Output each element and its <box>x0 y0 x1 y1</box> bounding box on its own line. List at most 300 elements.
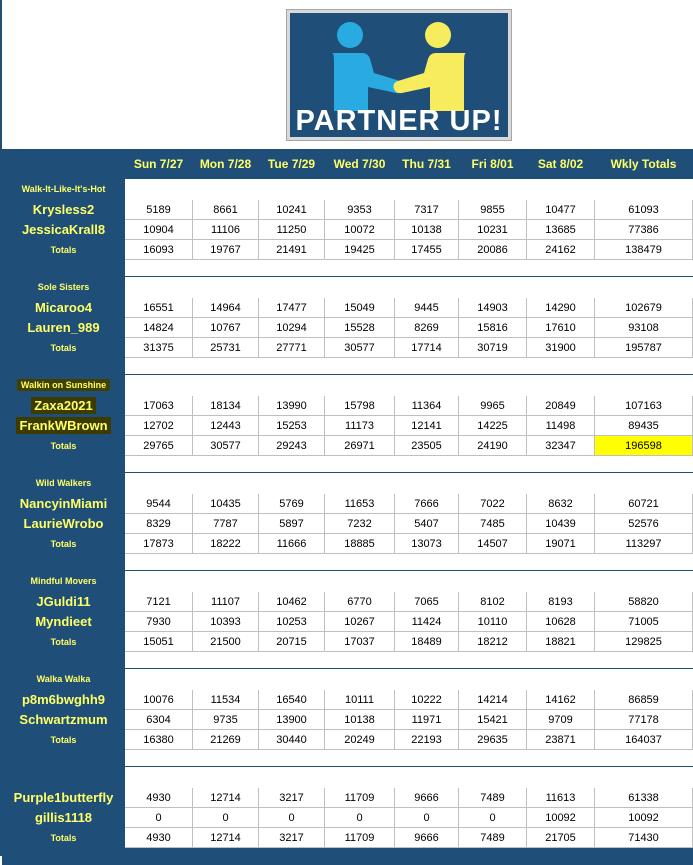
totals-label: Totals <box>3 338 125 358</box>
weekly-total-cell: 86859 <box>595 690 693 710</box>
step-cell: 13990 <box>259 396 325 416</box>
spacer-row <box>3 848 693 865</box>
step-cell: 10110 <box>459 612 527 632</box>
totals-label: Totals <box>3 240 125 260</box>
step-cell: 8193 <box>527 592 595 612</box>
walker-row <box>3 690 693 710</box>
step-cell: 17063 <box>125 396 193 416</box>
walker-name: NancyinMiami <box>3 494 125 514</box>
team-day-total: 17873 <box>125 534 193 554</box>
walker-name-highlight: Zaxa2021 <box>31 397 96 414</box>
weekly-total-cell: 107163 <box>595 396 693 416</box>
step-cell: 8661 <box>193 200 259 220</box>
blank-cell <box>125 571 193 592</box>
weekly-total-cell: 71005 <box>595 612 693 632</box>
team-name: Sole Sisters <box>3 277 125 298</box>
walker-name: Krysless2 <box>3 200 125 220</box>
walker-name: Schwartzmum <box>3 710 125 730</box>
blank-cell <box>595 277 693 298</box>
header-day: Tue 7/29 <box>259 150 325 179</box>
blank-cell <box>459 571 527 592</box>
step-cell: 9445 <box>395 298 459 318</box>
step-cell: 10138 <box>325 710 395 730</box>
spacer-cell <box>259 358 325 375</box>
header-day: Sun 7/27 <box>125 150 193 179</box>
team-day-total: 21491 <box>259 240 325 260</box>
spacer-cell <box>395 456 459 473</box>
spacer-cell <box>595 652 693 669</box>
spacer-cell <box>395 652 459 669</box>
header-row <box>3 150 693 179</box>
blank-cell <box>395 669 459 690</box>
team-weekly-total: 113297 <box>595 534 693 554</box>
step-cell: 10393 <box>193 612 259 632</box>
spacer-cell <box>459 554 527 571</box>
totals-row <box>3 240 693 260</box>
walker-name <box>3 396 125 416</box>
team-day-total: 11666 <box>259 534 325 554</box>
weekly-total-cell: 10092 <box>595 808 693 828</box>
spacer-cell <box>259 652 325 669</box>
spacer-cell <box>325 456 395 473</box>
step-count-table <box>2 149 693 865</box>
walker-row <box>3 416 693 436</box>
step-cell: 16551 <box>125 298 193 318</box>
step-cell: 0 <box>395 808 459 828</box>
blank-cell <box>325 179 395 200</box>
spacer-cell <box>527 456 595 473</box>
blank-cell <box>325 473 395 494</box>
step-cell: 11173 <box>325 416 395 436</box>
team-name: Walka Walka <box>3 669 125 690</box>
spacer-cell <box>395 260 459 277</box>
step-cell: 0 <box>193 808 259 828</box>
spacer-cell <box>125 358 193 375</box>
weekly-total-cell: 102679 <box>595 298 693 318</box>
blank-cell <box>125 669 193 690</box>
step-cell: 12141 <box>395 416 459 436</box>
spacer-row <box>3 358 693 375</box>
blank-cell <box>395 179 459 200</box>
team-day-total: 16380 <box>125 730 193 750</box>
spacer-cell <box>125 260 193 277</box>
totals-label: Totals <box>3 632 125 652</box>
step-cell: 6304 <box>125 710 193 730</box>
blank-cell <box>325 571 395 592</box>
step-cell: 4930 <box>125 788 193 808</box>
spacer-cell <box>595 456 693 473</box>
spacer-cell <box>193 554 259 571</box>
spacer-row <box>3 652 693 669</box>
blank-cell <box>325 767 395 788</box>
step-cell: 12443 <box>193 416 259 436</box>
blank-cell <box>193 571 259 592</box>
step-cell: 10072 <box>325 220 395 240</box>
blank-cell <box>395 767 459 788</box>
spacer-cell <box>459 652 527 669</box>
spacer-cell <box>325 848 395 865</box>
team-day-total: 20715 <box>259 632 325 652</box>
step-cell: 15253 <box>259 416 325 436</box>
step-cell: 7930 <box>125 612 193 632</box>
team-day-total: 12714 <box>193 828 259 848</box>
walker-name <box>3 416 125 436</box>
weekly-total-cell: 89435 <box>595 416 693 436</box>
step-cell: 10267 <box>325 612 395 632</box>
partner-up-logo <box>287 10 511 140</box>
blank-cell <box>595 473 693 494</box>
step-cell: 10222 <box>395 690 459 710</box>
blank-cell <box>259 179 325 200</box>
blank-cell <box>193 669 259 690</box>
spacer-cell <box>193 750 259 767</box>
spacer-cell <box>595 848 693 865</box>
walker-row <box>3 788 693 808</box>
step-cell: 10294 <box>259 318 325 338</box>
step-cell: 11971 <box>395 710 459 730</box>
walker-name: p8m6bwghh9 <box>3 690 125 710</box>
step-cell: 11364 <box>395 396 459 416</box>
header-day: Sat 8/02 <box>527 150 595 179</box>
team-day-total: 31375 <box>125 338 193 358</box>
walker-row <box>3 318 693 338</box>
step-cell: 8102 <box>459 592 527 612</box>
step-cell: 8269 <box>395 318 459 338</box>
step-cell: 12702 <box>125 416 193 436</box>
step-cell: 10767 <box>193 318 259 338</box>
spacer-cell <box>595 554 693 571</box>
step-cell: 20849 <box>527 396 595 416</box>
spacer-cell <box>325 652 395 669</box>
team-day-total: 16093 <box>125 240 193 260</box>
walker-row <box>3 298 693 318</box>
spacer-cell <box>3 260 125 277</box>
team-day-total: 21500 <box>193 632 259 652</box>
step-cell: 14214 <box>459 690 527 710</box>
spacer-cell <box>459 358 527 375</box>
team-day-total: 19425 <box>325 240 395 260</box>
step-cell: 9544 <box>125 494 193 514</box>
step-cell: 11613 <box>527 788 595 808</box>
team-day-total: 17714 <box>395 338 459 358</box>
step-cell: 9965 <box>459 396 527 416</box>
step-cell: 10462 <box>259 592 325 612</box>
step-cell: 6770 <box>325 592 395 612</box>
step-cell: 12714 <box>193 788 259 808</box>
walker-name: Purple1butterfly <box>3 788 125 808</box>
blank-cell <box>125 375 193 396</box>
blank-cell <box>527 473 595 494</box>
team-day-total: 21705 <box>527 828 595 848</box>
team-day-total: 15051 <box>125 632 193 652</box>
blank-cell <box>259 571 325 592</box>
walker-row <box>3 396 693 416</box>
step-cell: 14225 <box>459 416 527 436</box>
spacer-row <box>3 260 693 277</box>
step-cell: 5189 <box>125 200 193 220</box>
walker-name: gillis1118 <box>3 808 125 828</box>
step-cell: 18134 <box>193 396 259 416</box>
blank-cell <box>325 375 395 396</box>
blank-cell <box>527 375 595 396</box>
step-cell: 9735 <box>193 710 259 730</box>
step-cell: 13685 <box>527 220 595 240</box>
totals-row <box>3 338 693 358</box>
spacer-cell <box>259 750 325 767</box>
blank-cell <box>595 767 693 788</box>
step-cell: 11709 <box>325 788 395 808</box>
team-name-row <box>3 179 693 200</box>
team-name-row <box>3 571 693 592</box>
team-day-total: 32347 <box>527 436 595 456</box>
walker-name: JessicaKrall8 <box>3 220 125 240</box>
team-day-total: 7489 <box>459 828 527 848</box>
weekly-total-cell: 77178 <box>595 710 693 730</box>
blank-cell <box>527 669 595 690</box>
blank-cell <box>527 179 595 200</box>
spacer-cell <box>325 358 395 375</box>
step-cell: 11534 <box>193 690 259 710</box>
team-weekly-total: 196598 <box>595 436 693 456</box>
team-day-total: 17455 <box>395 240 459 260</box>
team-weekly-total: 164037 <box>595 730 693 750</box>
weekly-total-cell: 52576 <box>595 514 693 534</box>
spacer-cell <box>3 750 125 767</box>
team-weekly-total: 195787 <box>595 338 693 358</box>
team-name-row <box>3 473 693 494</box>
step-cell: 14824 <box>125 318 193 338</box>
step-cell: 10253 <box>259 612 325 632</box>
team-weekly-total: 138479 <box>595 240 693 260</box>
blank-cell <box>395 277 459 298</box>
team-day-total: 26971 <box>325 436 395 456</box>
blank-cell <box>395 571 459 592</box>
team-day-total: 20249 <box>325 730 395 750</box>
step-cell: 3217 <box>259 788 325 808</box>
walker-row <box>3 612 693 632</box>
walker-row <box>3 494 693 514</box>
team-day-total: 24162 <box>527 240 595 260</box>
blank-cell <box>193 375 259 396</box>
step-cell: 15421 <box>459 710 527 730</box>
team-day-total: 18222 <box>193 534 259 554</box>
blank-cell <box>325 277 395 298</box>
step-cell: 16540 <box>259 690 325 710</box>
walker-name: LaurieWrobo <box>3 514 125 534</box>
step-cell: 0 <box>125 808 193 828</box>
team-weekly-total: 71430 <box>595 828 693 848</box>
team-day-total: 29243 <box>259 436 325 456</box>
blank-cell <box>125 767 193 788</box>
team-day-total: 19767 <box>193 240 259 260</box>
walker-row <box>3 514 693 534</box>
blank-cell <box>193 767 259 788</box>
spacer-cell <box>527 554 595 571</box>
spacer-cell <box>459 260 527 277</box>
step-cell: 10439 <box>527 514 595 534</box>
blank-cell <box>193 179 259 200</box>
logo-text: PARTNER UP! <box>295 105 503 137</box>
spacer-cell <box>395 848 459 865</box>
spacer-cell <box>595 750 693 767</box>
blank-cell <box>125 473 193 494</box>
step-cell: 10628 <box>527 612 595 632</box>
team-day-total: 24190 <box>459 436 527 456</box>
blank-cell <box>259 669 325 690</box>
totals-row <box>3 730 693 750</box>
spacer-cell <box>259 456 325 473</box>
team-day-total: 25731 <box>193 338 259 358</box>
team-day-total: 21269 <box>193 730 259 750</box>
step-cell: 7787 <box>193 514 259 534</box>
step-cell: 17610 <box>527 318 595 338</box>
spacer-cell <box>325 260 395 277</box>
step-cell: 11424 <box>395 612 459 632</box>
step-cell: 7489 <box>459 788 527 808</box>
team-name-row <box>3 375 693 396</box>
spacer-cell <box>259 848 325 865</box>
step-cell: 15816 <box>459 318 527 338</box>
totals-label: Totals <box>3 828 125 848</box>
spacer-cell <box>595 358 693 375</box>
step-cell: 14290 <box>527 298 595 318</box>
totals-row <box>3 828 693 848</box>
step-cell: 8632 <box>527 494 595 514</box>
step-cell: 11107 <box>193 592 259 612</box>
walker-row <box>3 220 693 240</box>
step-cell: 9855 <box>459 200 527 220</box>
team-day-total: 17037 <box>325 632 395 652</box>
spacer-cell <box>395 554 459 571</box>
header-weekly-totals: Wkly Totals <box>595 150 693 179</box>
spacer-cell <box>193 848 259 865</box>
blank-cell <box>259 277 325 298</box>
spacer-cell <box>3 358 125 375</box>
step-cell: 5897 <box>259 514 325 534</box>
team-day-total: 18489 <box>395 632 459 652</box>
step-cell: 10138 <box>395 220 459 240</box>
spacer-cell <box>527 750 595 767</box>
spacer-cell <box>193 652 259 669</box>
step-cell: 7121 <box>125 592 193 612</box>
spacer-cell <box>595 260 693 277</box>
step-cell: 10231 <box>459 220 527 240</box>
step-cell: 15528 <box>325 318 395 338</box>
team-day-total: 30577 <box>325 338 395 358</box>
spacer-cell <box>527 848 595 865</box>
weekly-total-cell: 60721 <box>595 494 693 514</box>
step-cell: 7232 <box>325 514 395 534</box>
spacer-cell <box>325 750 395 767</box>
team-name: Wild Walkers <box>3 473 125 494</box>
walker-name: Lauren_989 <box>3 318 125 338</box>
spacer-cell <box>125 750 193 767</box>
header-day: Thu 7/31 <box>395 150 459 179</box>
spacer-cell <box>3 456 125 473</box>
team-day-total: 30440 <box>259 730 325 750</box>
step-cell: 7022 <box>459 494 527 514</box>
blank-cell <box>459 277 527 298</box>
totals-label: Totals <box>3 730 125 750</box>
step-cell: 5769 <box>259 494 325 514</box>
team-day-total: 18821 <box>527 632 595 652</box>
weekly-total-cell: 61093 <box>595 200 693 220</box>
spacer-cell <box>459 750 527 767</box>
team-day-total: 29765 <box>125 436 193 456</box>
blank-cell <box>595 571 693 592</box>
team-day-total: 14507 <box>459 534 527 554</box>
step-cell: 11106 <box>193 220 259 240</box>
blank-cell <box>459 767 527 788</box>
team-day-total: 13073 <box>395 534 459 554</box>
totals-row <box>3 534 693 554</box>
blank-cell <box>459 473 527 494</box>
step-cell: 17477 <box>259 298 325 318</box>
step-cell: 0 <box>259 808 325 828</box>
walker-row <box>3 592 693 612</box>
spacer-cell <box>527 652 595 669</box>
blank-cell <box>259 375 325 396</box>
header-day: Mon 7/28 <box>193 150 259 179</box>
totals-label: Totals <box>3 436 125 456</box>
blank-cell <box>125 179 193 200</box>
spacer-row <box>3 456 693 473</box>
team-name-highlight: Walkin on Sunshine <box>17 379 110 391</box>
team-day-total: 18212 <box>459 632 527 652</box>
team-day-total: 20086 <box>459 240 527 260</box>
step-cell: 10092 <box>527 808 595 828</box>
header-blank <box>3 150 125 179</box>
step-cell: 7666 <box>395 494 459 514</box>
blank-cell <box>595 375 693 396</box>
step-cell: 7065 <box>395 592 459 612</box>
header-day: Fri 8/01 <box>459 150 527 179</box>
team-day-total: 31900 <box>527 338 595 358</box>
spacer-cell <box>325 554 395 571</box>
walker-row <box>3 808 693 828</box>
blank-cell <box>527 277 595 298</box>
walker-name: Micaroo4 <box>3 298 125 318</box>
blank-cell <box>193 473 259 494</box>
blank-cell <box>125 277 193 298</box>
blank-cell <box>395 375 459 396</box>
team-name: Walk-It-Like-It's-Hot <box>3 179 125 200</box>
spacer-cell <box>527 260 595 277</box>
blank-cell <box>459 179 527 200</box>
step-cell: 14964 <box>193 298 259 318</box>
step-cell: 0 <box>325 808 395 828</box>
step-cell: 9709 <box>527 710 595 730</box>
walker-name: JGuldi11 <box>3 592 125 612</box>
walker-name: Myndieet <box>3 612 125 632</box>
blank-cell <box>395 473 459 494</box>
step-cell: 10076 <box>125 690 193 710</box>
spacer-cell <box>3 652 125 669</box>
team-day-total: 30577 <box>193 436 259 456</box>
blank-cell <box>527 571 595 592</box>
team-name <box>3 375 125 396</box>
spacer-cell <box>3 848 125 865</box>
totals-row <box>3 632 693 652</box>
team-name <box>3 767 125 788</box>
step-cell: 7317 <box>395 200 459 220</box>
walker-row <box>3 710 693 730</box>
step-cell: 15049 <box>325 298 395 318</box>
step-cell: 9666 <box>395 788 459 808</box>
team-day-total: 30719 <box>459 338 527 358</box>
step-cell: 0 <box>459 808 527 828</box>
weekly-total-cell: 58820 <box>595 592 693 612</box>
